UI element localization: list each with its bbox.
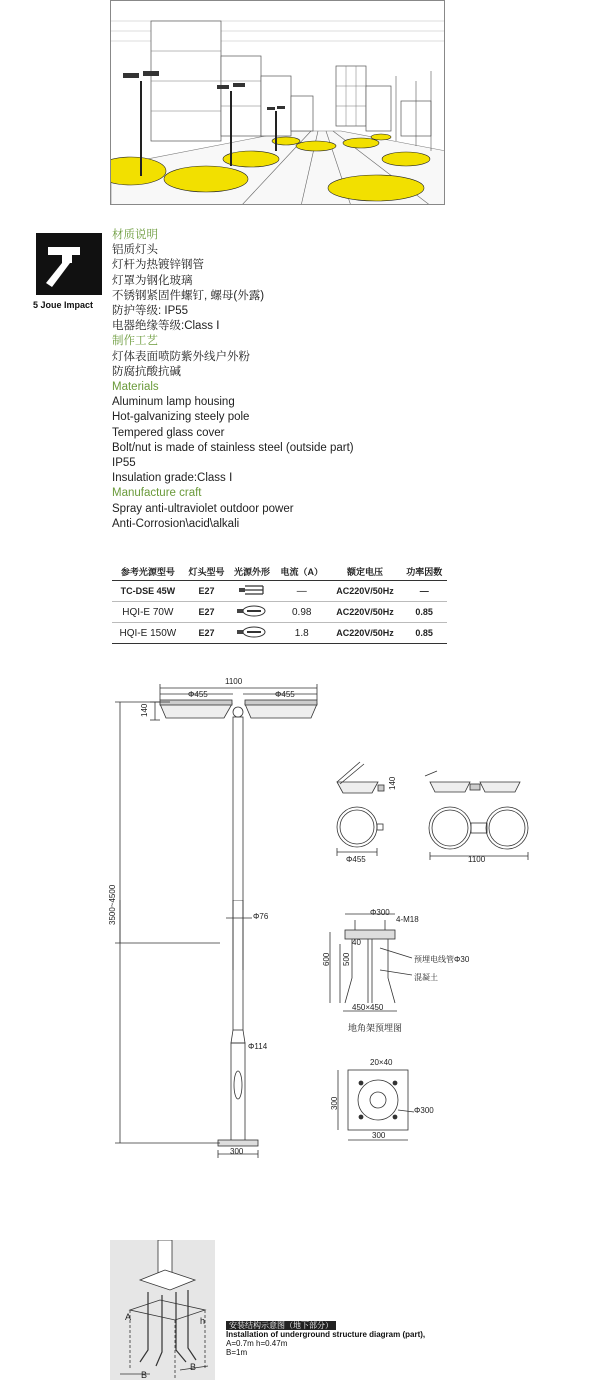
table-row (112, 581, 447, 602)
spec-line: Tempered glass cover (112, 426, 225, 439)
spec-line: Bolt/nut is made of stainless steel (outside part) (112, 441, 354, 454)
table-header: 电流（A） (275, 563, 329, 581)
cell-voltage: AC220V/50Hz (329, 623, 402, 644)
install-label-h: h (200, 1316, 206, 1326)
dim-fnd-depth: 600 (322, 952, 331, 966)
spec-line: Aluminum lamp housing (112, 396, 235, 409)
dim-plate-dia: Φ300 (414, 1106, 434, 1115)
dim-head-dia-right: Φ455 (275, 690, 295, 699)
spec-line: 灯罩为钢化玻璃 (112, 274, 193, 287)
spec-line: Anti-Corrosion\acid\alkali (112, 517, 240, 530)
caption-en: Installation of underground structure diagram (part), (226, 1330, 426, 1339)
table-header: 光源外形 (229, 563, 275, 581)
dim-plate-bottom: 300 (372, 1131, 386, 1140)
dim-pole-height: 3500~4500 (108, 884, 117, 925)
cell-model: HQI-E 70W (112, 602, 184, 623)
dim-pole-dia-base: Φ114 (248, 1042, 268, 1051)
table-header: 功率因数 (401, 563, 447, 581)
dim-plate-side: 300 (330, 1096, 339, 1110)
heading-materials-cn: 材质说明 (112, 229, 158, 241)
dim-fnd-top: 40 (352, 938, 361, 947)
spec-line: 防腐抗酸抗碱 (112, 365, 181, 378)
spec-line: 灯杆为热镀锌钢管 (112, 259, 204, 272)
table-row (112, 602, 447, 623)
dim-head-dia-left: Φ455 (188, 690, 208, 699)
cell-current: 0.98 (275, 602, 329, 623)
spec-line: Insulation grade:Class Ⅰ (112, 472, 233, 485)
dim-side-height: 140 (388, 776, 397, 790)
dim-head-height: 140 (140, 703, 149, 717)
spec-line: 铝质灯头 (112, 244, 158, 257)
cell-socket: E27 (184, 623, 230, 644)
caption-cn: 安装结构示意图（地下部分） (226, 1321, 336, 1330)
street-scene-illustration (110, 0, 445, 205)
dim-fnd-width: 450×450 (352, 1003, 384, 1012)
cfl-bulb-icon (229, 581, 275, 602)
cell-voltage: AC220V/50Hz (329, 602, 402, 623)
heading-materials-en: Materials (112, 381, 159, 394)
install-diagram (110, 1240, 215, 1380)
hammer-icon (36, 233, 102, 295)
dim-fnd-inner: 500 (342, 952, 351, 966)
install-label-a: A (125, 1312, 132, 1322)
spec-line: 灯体表面喷防紫外线户外粉 (112, 350, 250, 363)
spec-line: Hot-galvanizing steely pole (112, 411, 250, 424)
dim-fnd-pipe: 预埋电线管Φ30 (414, 955, 470, 964)
dim-fnd-bolts: 4-M18 (396, 915, 419, 924)
table-header: 灯头型号 (184, 563, 230, 581)
cell-model: TC-DSE 45W (112, 581, 184, 602)
foundation-drawings (0, 900, 592, 1170)
hid-lamp-icon (229, 602, 275, 623)
brand-caption: 5 Joue Impact (33, 300, 94, 310)
table-header: 额定电压 (329, 563, 402, 581)
heading-craft-en: Manufacture craft (112, 487, 202, 500)
table-row (112, 623, 447, 644)
heading-craft-cn: 制作工艺 (112, 335, 158, 348)
caption-dim1: A=0.7m h=0.47m (226, 1339, 288, 1348)
dim-width-total: 1100 (225, 677, 243, 686)
dim-plate-slot: 20×40 (370, 1058, 393, 1067)
spec-line: IP55 (112, 457, 136, 470)
cell-socket: E27 (184, 602, 230, 623)
brand-logo (36, 233, 102, 295)
install-label-b2: B (190, 1362, 197, 1372)
dim-pole-dia-top: Φ76 (253, 912, 269, 921)
cell-current: 1.8 (275, 623, 329, 644)
cell-model: HQI-E 150W (112, 623, 184, 644)
spec-line: 电器绝缘等级:Class Ⅰ (112, 320, 220, 333)
dim-fnd-dia: Φ300 (370, 908, 390, 917)
table-header-row (112, 563, 447, 581)
fnd-title: 地角架预埋图 (348, 1023, 403, 1033)
caption-dim2: B=1m (226, 1348, 248, 1357)
spec-block (112, 228, 354, 532)
cell-socket: E27 (184, 581, 230, 602)
cell-voltage: AC220V/50Hz (329, 581, 402, 602)
dim-fnd-concrete: 混凝土 (414, 973, 438, 982)
cell-pf: 0.85 (401, 623, 447, 644)
table-header: 参考光源型号 (112, 563, 184, 581)
dim-side-width: 1100 (468, 855, 486, 864)
spec-line: 不锈钢紧固件螺钉, 螺母(外露) (112, 289, 265, 302)
install-label-b1: B (141, 1370, 148, 1380)
cell-current: — (275, 581, 329, 602)
spec-line: Spray anti-ultraviolet outdoor power (112, 502, 294, 515)
cell-pf: — (401, 581, 447, 602)
install-caption (226, 1321, 425, 1357)
lamp-source-table (112, 563, 447, 644)
dim-side-dia: Φ455 (346, 855, 366, 864)
cell-pf: 0.85 (401, 602, 447, 623)
spec-line: 防护等级: IP55 (112, 305, 189, 318)
hid-lamp-icon (229, 623, 275, 644)
dim-base-plate: 300 (230, 1147, 244, 1156)
